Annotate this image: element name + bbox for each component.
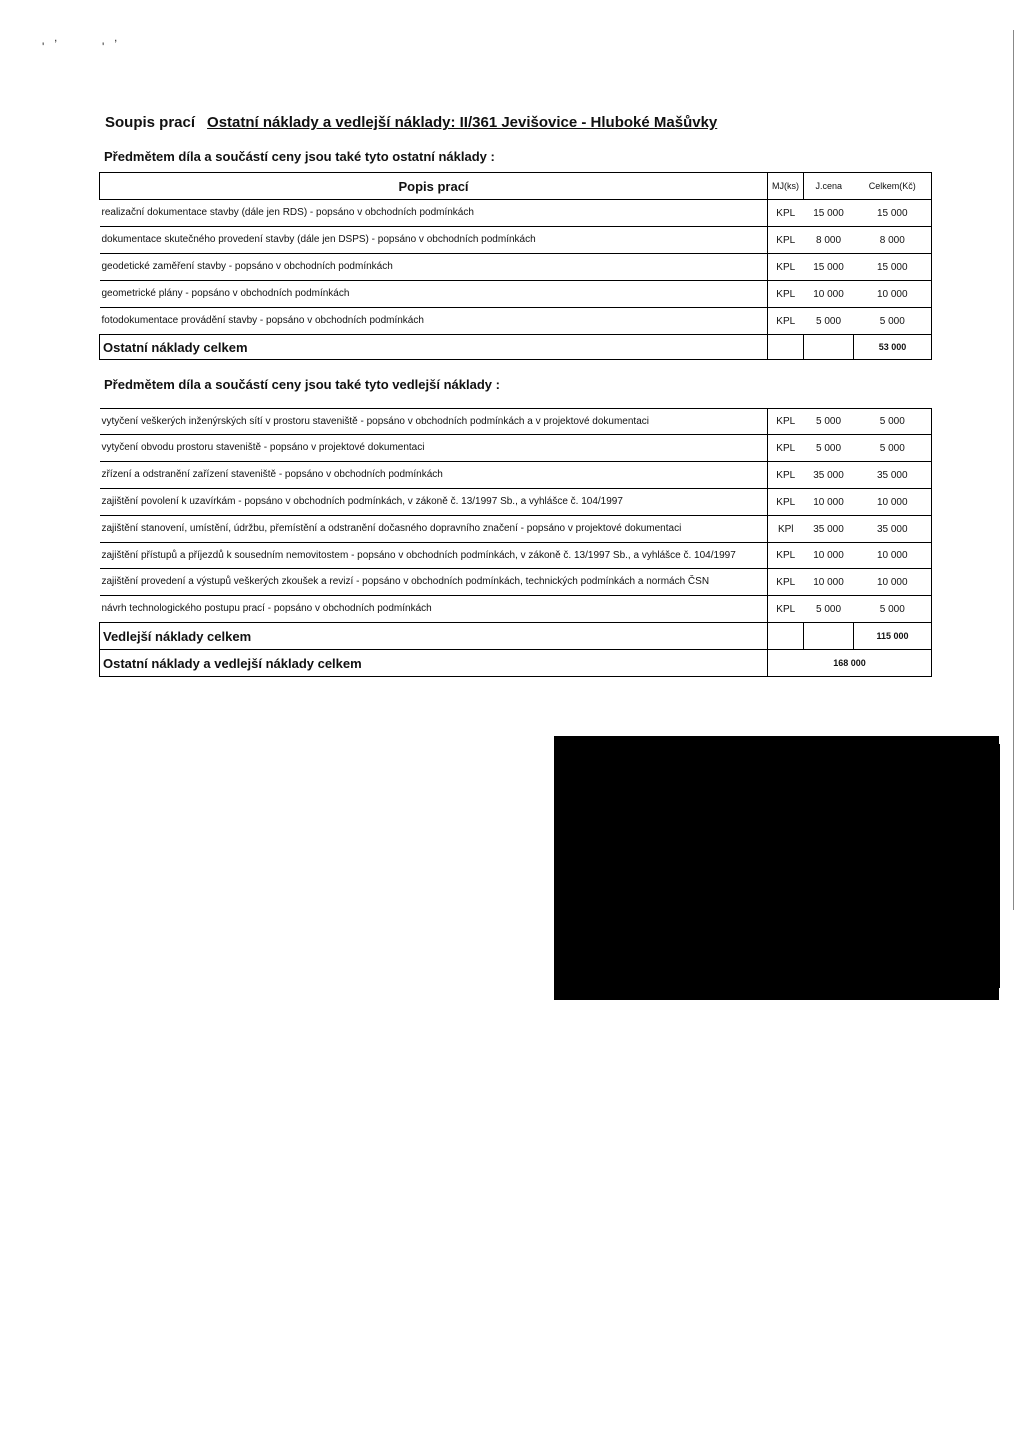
item-total: 5 000 [854,409,932,435]
item-unit: KPL [768,308,804,335]
item-unit: KPL [768,227,804,254]
header-unit-price: J.cena [804,173,854,200]
ostatni-total-value: 53 000 [854,335,932,360]
header-unit: MJ(ks) [768,173,804,200]
item-description: dokumentace skutečného provedení stavby (dále jen DSPS) - popsáno v obchodních podmínkách [100,227,768,254]
table-row [100,281,932,308]
empty-cell [768,335,804,360]
item-unit-price: 5 000 [804,435,854,462]
item-unit-price: 35 000 [804,516,854,543]
item-unit: KPL [768,596,804,623]
item-total: 8 000 [854,227,932,254]
item-unit: KPL [768,409,804,435]
title-prefix: Soupis prací [105,114,196,131]
item-unit: KPL [768,200,804,227]
item-total: 5 000 [854,435,932,462]
item-unit-price: 10 000 [804,489,854,516]
item-description: vytyčení veškerých inženýrských sítí v prostoru staveniště - popsáno v obchodních podmínkách a v projektové dokumentaci [100,409,768,435]
item-description: geometrické plány - popsáno v obchodních podmínkách [100,281,768,308]
item-description: zajištění přístupů a příjezdů k sousedním nemovitostem - popsáno v obchodních podmínkách, v zákoně č. 13/1997 Sb., a vyhlášce č. 104/1997 [100,543,768,569]
item-description: vytyčení obvodu prostoru staveniště - popsáno v projektové dokumentaci [100,435,768,462]
scan-mark: , [54,30,58,44]
item-total: 10 000 [854,489,932,516]
item-description: zajištění povolení k uzavírkám - popsáno v obchodních podmínkách, v zákoně č. 13/1997 Sb., a vyhlášce č. 104/1997 [100,489,768,516]
item-description: fotodokumentace provádění stavby - popsáno v obchodních podmínkách [100,308,768,335]
item-description: zajištění stanovení, umístění, údržbu, přemístění a odstranění dočasného dopravního značení - popsáno v projektové dokumentaci [100,516,768,543]
item-unit: KPL [768,254,804,281]
item-unit-price: 8 000 [804,227,854,254]
ostatni-caption: Předmětem díla a součástí ceny jsou také tyto ostatní náklady : [104,149,495,164]
vedlejsi-total-value: 115 000 [854,623,932,650]
item-unit-price: 10 000 [804,569,854,596]
vedlejsi-table [99,408,932,677]
item-unit: KPL [768,281,804,308]
item-unit-price: 5 000 [804,596,854,623]
item-description: zřízení a odstranění zařízení staveniště - popsáno v obchodních podmínkách [100,462,768,489]
item-description: realizační dokumentace stavby (dále jen RDS) - popsáno v obchodních podmínkách [100,200,768,227]
item-unit: KPL [768,569,804,596]
item-total: 15 000 [854,254,932,281]
item-total: 5 000 [854,308,932,335]
table-row [100,569,932,596]
table-row [100,489,932,516]
item-unit-price: 5 000 [804,308,854,335]
ostatni-total-label: Ostatní náklady celkem [100,335,768,360]
document-title [105,114,717,131]
vedlejsi-total-label: Vedlejší náklady celkem [100,623,768,650]
table-row [100,308,932,335]
table-row [100,462,932,489]
title-subject: Ostatní náklady a vedlejší náklady: II/361 Jevišovice - Hluboké Mašůvky [207,114,718,131]
item-unit-price: 10 000 [804,543,854,569]
scan-mark: ' [42,40,45,54]
table-row [100,596,932,623]
table-row [100,435,932,462]
header-description: Popis prací [100,173,768,200]
item-total: 10 000 [854,569,932,596]
item-unit: KPL [768,435,804,462]
item-total: 10 000 [854,543,932,569]
item-unit: KPL [768,489,804,516]
grand-total-row [100,650,932,677]
item-total: 35 000 [854,462,932,489]
ostatni-table [99,172,932,360]
item-total: 10 000 [854,281,932,308]
table-row [100,409,932,435]
item-description: geodetické zaměření stavby - popsáno v obchodních podmínkách [100,254,768,281]
scan-mark: ' [102,40,105,54]
header-total: Celkem(Kč) [854,173,932,200]
item-unit: KPl [768,516,804,543]
ostatni-header-row [100,173,932,200]
empty-cell [768,623,804,650]
item-unit-price: 10 000 [804,281,854,308]
item-unit: KPL [768,543,804,569]
scan-border-line [1013,30,1014,910]
item-total: 15 000 [854,200,932,227]
table-row [100,200,932,227]
item-unit-price: 35 000 [804,462,854,489]
empty-cell [804,623,854,650]
item-total: 35 000 [854,516,932,543]
item-description: návrh technologického postupu prací - popsáno v obchodních podmínkách [100,596,768,623]
vedlejsi-caption: Předmětem díla a součástí ceny jsou také tyto vedlejší náklady : [104,377,500,392]
item-total: 5 000 [854,596,932,623]
item-description: zajištění provedení a výstupů veškerých zkoušek a revizí - popsáno v obchodních podmínkách, technických podmínkách a normách ČSN [100,569,768,596]
redaction-block-edge [996,744,1000,988]
item-unit: KPL [768,462,804,489]
item-unit-price: 5 000 [804,409,854,435]
ostatni-total-row [100,335,932,360]
item-unit-price: 15 000 [804,254,854,281]
redaction-block [554,736,999,1000]
table-row [100,516,932,543]
vedlejsi-total-row [100,623,932,650]
table-row [100,254,932,281]
grand-total-label: Ostatní náklady a vedlejší náklady celkem [100,650,768,677]
empty-cell [804,335,854,360]
grand-total-value: 168 000 [768,650,932,677]
table-row [100,543,932,569]
scan-mark: , [114,30,118,44]
table-row [100,227,932,254]
item-unit-price: 15 000 [804,200,854,227]
